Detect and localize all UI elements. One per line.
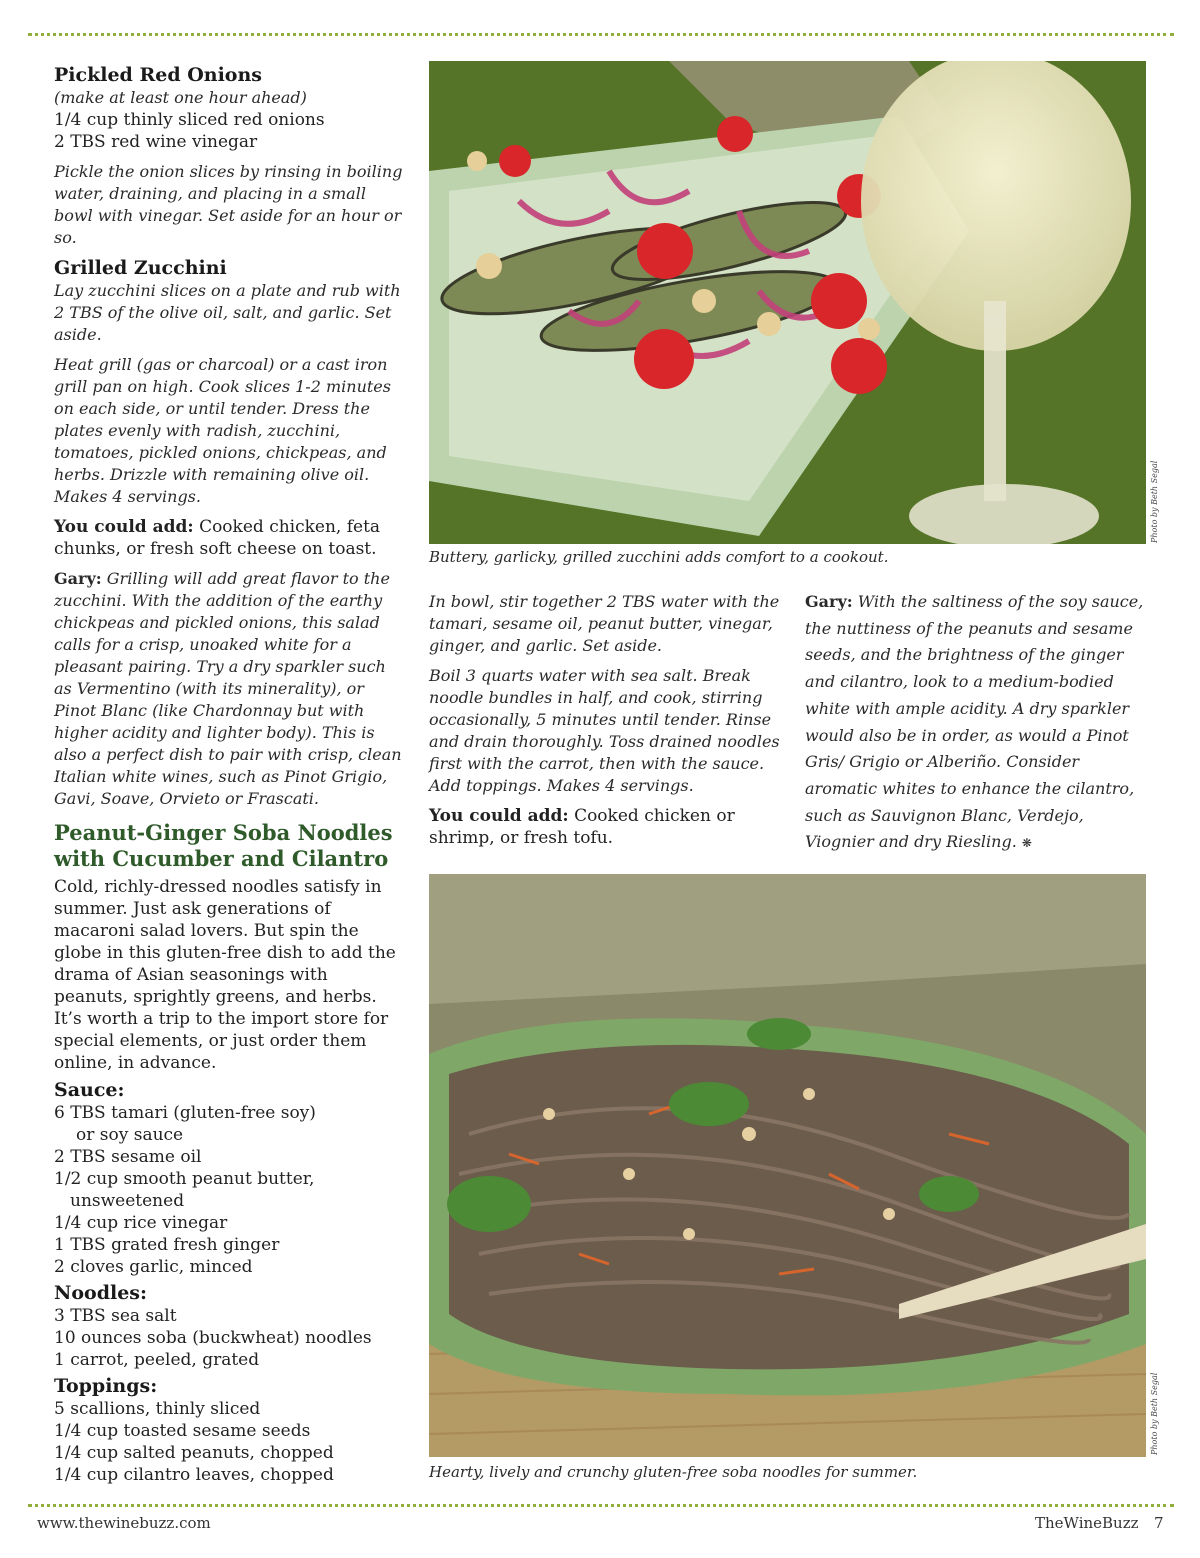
gary-label: Gary: [805,592,853,611]
toppings-item: 5 scallions, thinly sliced [54,1399,261,1419]
left-column [54,64,406,1486]
noodles-heading: Noodles: [54,1282,148,1304]
soba-noodles-illustration [429,874,1146,1457]
end-mark-icon: ❋ [1021,836,1032,851]
onions-method: Pickle the onion slices by rinsing in boiling water, draining, and placing in a small bowl with vinegar. Set aside for an hour or so. [54,162,403,247]
soba-intro: Cold, richly-dressed noodles satisfy in summer. Just ask generations of macaroni salad lovers. But spin the globe in this gluten-free dish to add the drama of Asian seasonings with peanuts, sprightly greens, and herbs. It’s worth a trip to the import store for special elements, or just order them online, in advance. [54,877,396,1073]
you-could-add-text: Cooked chicken or shrimp, or fresh tofu. [429,806,735,848]
sauce-item: unsweetened [70,1191,185,1211]
footer-url: www.thewinebuzz.com [37,1514,211,1532]
soba-title: Peanut-Ginger Soba Noodles with Cucumber and Cilantro [54,820,393,871]
toppings-item: 1/4 cup cilantro leaves, chopped [54,1465,334,1485]
zucchini-salad-illustration [429,61,1146,544]
footer-brand: TheWineBuzz [1035,1514,1139,1532]
gary-text: With the saltiness of the soy sauce, the nuttiness of the peanuts and sesame seeds, and the brightness of the ginger and cilantro, look to a medium-bodied white with ample acidity. A dry sparkler would also be in order, as would a Pinot Gris/ Grigio or Alberiño. Consider aromatic whites to enhance the cilantro, such as Sauvignon Blanc, Verdejo, Viognier and dry Riesling. [805,592,1144,852]
zucchini-method: Lay zucchini slices on a plate and rub with 2 TBS of the olive oil, salt, and garlic. Set aside. [54,281,401,344]
grilled-zucchini-heading: Grilled Zucchini [54,257,227,279]
you-could-add-label: You could add: [54,517,194,537]
soba-method: Boil 3 quarts water with sea salt. Break noodle bundles in half, and cook, stirring occasionally, 5 minutes until tender. Rinse and drain thoroughly. Toss drained noodles first with the carrot, then with the sauce. Add toppings. Makes 4 servings. [429,666,780,795]
soba-noodles-photo [429,874,1146,1457]
sauce-item: 2 TBS sesame oil [54,1147,202,1167]
photo-credit-1: Photo by Beth Segal [1150,460,1159,543]
onions-ingredient: 2 TBS red wine vinegar [54,132,258,152]
sauce-item: 1/4 cup rice vinegar [54,1213,228,1233]
sauce-item: 6 TBS tamari (gluten-free soy) [54,1103,316,1123]
onions-note: (make at least one hour ahead) [54,88,307,107]
noodles-item: 1 carrot, peeled, grated [54,1350,260,1370]
sauce-item: 1 TBS grated fresh ginger [54,1235,280,1255]
toppings-item: 1/4 cup toasted sesame seeds [54,1421,311,1441]
you-could-add [429,805,781,849]
gary-pairing-note [805,589,1155,857]
noodles-item: 3 TBS sea salt [54,1306,177,1326]
middle-column [429,591,781,849]
you-could-add-label: You could add: [429,806,569,826]
gary-pairing-note [54,568,406,810]
right-column [805,589,1155,857]
page-number: 7 [1154,1514,1164,1532]
sauce-item: or soy sauce [76,1125,184,1145]
sauce-item: 1/2 cup smooth peanut butter, [54,1169,315,1189]
onions-ingredient: 1/4 cup thinly sliced red onions [54,110,325,130]
photo-caption-1: Buttery, garlicky, grilled zucchini adds comfort to a cookout. [429,548,889,566]
sauce-item: 2 cloves garlic, minced [54,1257,253,1277]
top-dotted-rule [28,33,1174,36]
noodles-item: 10 ounces soba (buckwheat) noodles [54,1328,372,1348]
soba-method: In bowl, stir together 2 TBS water with the tamari, sesame oil, peanut butter, vinegar, ginger, and garlic. Set aside. [429,592,780,655]
gary-text: Grilling will add great flavor to the zucchini. With the addition of the earthy chickpeas and pickled onions, this salad calls for a crisp, unoaked white for a pleasant pairing. Try a dry sparkler such as Vermentino (with its minerality), or Pinot Blanc (like Chardonnay but with higher acidity and lighter body). This is also a perfect dish to pair with crisp, clean Italian white wines, such as Pinot Grigio, Gavi, Soave, Orvieto or Frascati. [54,569,402,808]
sauce-heading: Sauce: [54,1079,125,1101]
bottom-dotted-rule [28,1504,1174,1507]
pickled-onions-heading: Pickled Red Onions [54,64,262,86]
zucchini-salad-photo [429,61,1146,544]
toppings-heading: Toppings: [54,1375,158,1397]
photo-caption-2: Hearty, lively and crunchy gluten-free soba noodles for summer. [429,1463,918,1481]
gary-label: Gary: [54,569,102,588]
zucchini-method: Heat grill (gas or charcoal) or a cast iron grill pan on high. Cook slices 1-2 minutes on each side, or until tender. Dress the plates evenly with radish, zucchini, tomatoes, pickled onions, chickpeas, and herbs. Drizzle with remaining olive oil. Makes 4 servings. [54,355,391,506]
you-could-add-text: Cooked chicken, feta chunks, or fresh soft cheese on toast. [54,517,381,559]
you-could-add [54,516,406,560]
photo-credit-2: Photo by Beth Segal [1150,1372,1159,1455]
toppings-item: 1/4 cup salted peanuts, chopped [54,1443,334,1463]
